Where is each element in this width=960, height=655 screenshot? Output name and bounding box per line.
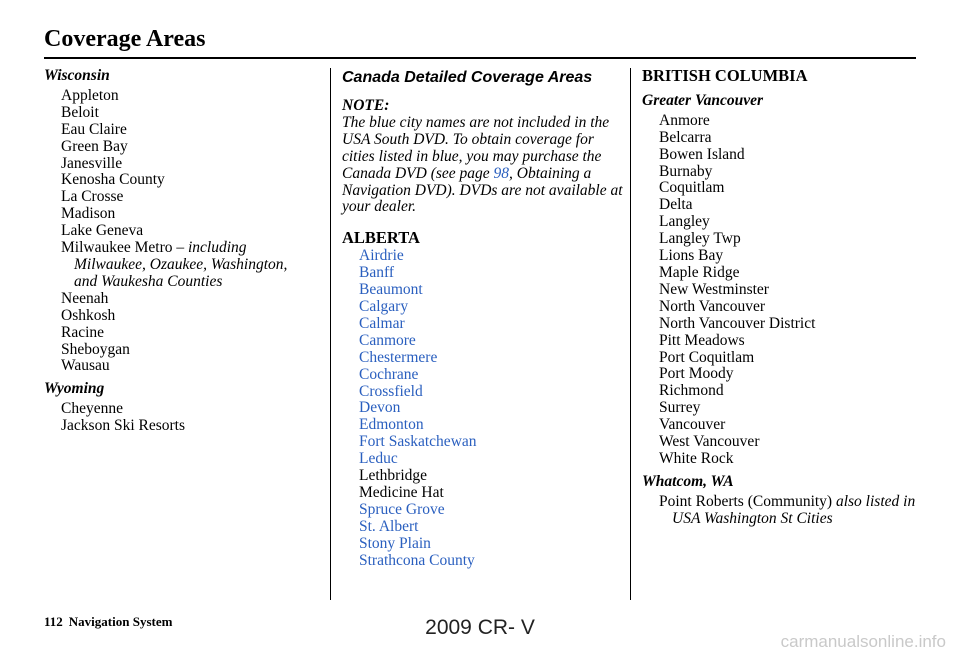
- list-item: Spruce Grove: [359, 500, 445, 518]
- footer-section: Navigation System: [68, 614, 173, 629]
- list-item: Devon: [359, 399, 401, 417]
- title-divider: [44, 57, 916, 59]
- greater-vancouver-heading: Greater Vancouver: [642, 91, 763, 109]
- list-item: Edmonton: [359, 416, 424, 434]
- column-divider: [330, 68, 331, 600]
- whatcom-heading: Whatcom, WA: [642, 472, 734, 490]
- column-us-states: [44, 68, 314, 435]
- list-item: Janesville: [61, 154, 123, 172]
- point-roberts-name: Point Roberts (Community): [659, 492, 833, 510]
- list-item: Cheyenne: [61, 400, 123, 418]
- list-item: Port Moody: [659, 365, 734, 383]
- list-item: Anmore: [659, 111, 710, 129]
- list-item: Strathcona County: [359, 551, 475, 569]
- list-item: Neenah: [61, 289, 109, 307]
- list-item: Green Bay: [61, 137, 128, 155]
- page-title: Coverage Areas: [44, 26, 206, 52]
- list-item: Belcarra: [659, 128, 712, 146]
- wisconsin-heading: Wisconsin: [44, 67, 110, 84]
- milwaukee-name: Milwaukee Metro: [61, 239, 173, 257]
- list-item: North Vancouver: [659, 297, 766, 315]
- list-item: Langley Twp: [659, 230, 741, 248]
- list-item: Medicine Hat: [359, 483, 444, 501]
- model-label: 2009 CR- V: [425, 616, 535, 639]
- list-item: Banff: [359, 264, 395, 282]
- list-item: Maple Ridge: [659, 263, 740, 281]
- list-item: Fort Saskatchewan: [359, 433, 477, 451]
- list-item: Calgary: [359, 297, 409, 315]
- wisconsin-city-list: [44, 88, 314, 375]
- list-item: Leduc: [359, 450, 398, 468]
- list-item: Airdrie: [359, 247, 404, 265]
- wyoming-city-list: [44, 401, 314, 435]
- list-item: Calmar: [359, 314, 405, 332]
- canada-heading: Canada Detailed Coverage Areas: [342, 69, 593, 86]
- list-item: New Westminster: [659, 280, 769, 298]
- list-item: Bowen Island: [659, 145, 745, 163]
- list-item: West Vancouver: [659, 433, 760, 451]
- site-watermark: carmanualsonline.info: [780, 632, 946, 651]
- list-item: Jackson Ski Resorts: [61, 417, 185, 435]
- list-item: Delta: [659, 196, 693, 214]
- wyoming-heading: Wyoming: [44, 380, 105, 398]
- list-item: Pitt Meadows: [659, 331, 745, 349]
- list-item: Oshkosh: [61, 306, 116, 324]
- list-item: Coquitlam: [659, 179, 725, 197]
- column-british-columbia: [642, 68, 932, 528]
- column-divider: [630, 68, 631, 600]
- column-canada: [342, 68, 627, 569]
- list-item: White Rock: [659, 449, 734, 467]
- list-item: Madison: [61, 205, 116, 223]
- list-item-point-roberts: [642, 494, 932, 528]
- alberta-city-list: [342, 248, 627, 569]
- list-item: Racine: [61, 323, 105, 341]
- note-label: NOTE:: [342, 97, 390, 114]
- note-text: [342, 115, 627, 216]
- british-columbia-heading: BRITISH COLUMBIA: [642, 66, 808, 85]
- list-item: La Crosse: [61, 188, 124, 206]
- list-item: Wausau: [61, 357, 110, 375]
- point-roberts-note: also listed in USA Washington St Cities: [672, 492, 916, 527]
- list-item: Cochrane: [359, 365, 419, 383]
- list-item-milwaukee: [44, 240, 314, 291]
- list-item: Beloit: [61, 103, 99, 121]
- list-item: Langley: [659, 213, 710, 231]
- note-page-link[interactable]: 98: [493, 164, 510, 182]
- list-item: Canmore: [359, 331, 416, 349]
- list-item: Stony Plain: [359, 534, 431, 552]
- list-item: Port Coquitlam: [659, 348, 755, 366]
- list-item: Beaumont: [359, 281, 423, 299]
- list-item: Lake Geneva: [61, 222, 144, 240]
- list-item: St. Albert: [359, 517, 419, 535]
- list-item: Eau Claire: [61, 120, 127, 138]
- list-item: Lethbridge: [359, 467, 428, 485]
- list-item: North Vancouver District: [659, 314, 816, 332]
- list-item: Burnaby: [659, 162, 713, 180]
- page-number: 112: [44, 614, 63, 629]
- list-item: Chestermere: [359, 348, 438, 366]
- list-item: Crossfield: [359, 382, 423, 400]
- note-text-before: The blue city names are not included in the USA South DVD. To obtain coverage for cities listed in blue, you may purchase the Canada DVD (see page: [342, 113, 610, 182]
- milwaukee-note: – including Milwaukee, Ozaukee, Washington, and Waukesha Counties: [74, 239, 288, 290]
- alberta-heading: ALBERTA: [342, 228, 420, 248]
- list-item: Richmond: [659, 382, 724, 400]
- list-item: Vancouver: [659, 416, 726, 434]
- note-text-after: , Obtaining a Navigation DVD). DVDs are not available at your dealer.: [342, 164, 623, 216]
- greater-vancouver-city-list: [642, 113, 932, 468]
- list-item: Lions Bay: [659, 247, 724, 265]
- list-item: Sheboygan: [61, 340, 130, 358]
- list-item: Kenosha County: [61, 171, 165, 189]
- list-item: Appleton: [61, 86, 119, 104]
- list-item: Surrey: [659, 399, 701, 417]
